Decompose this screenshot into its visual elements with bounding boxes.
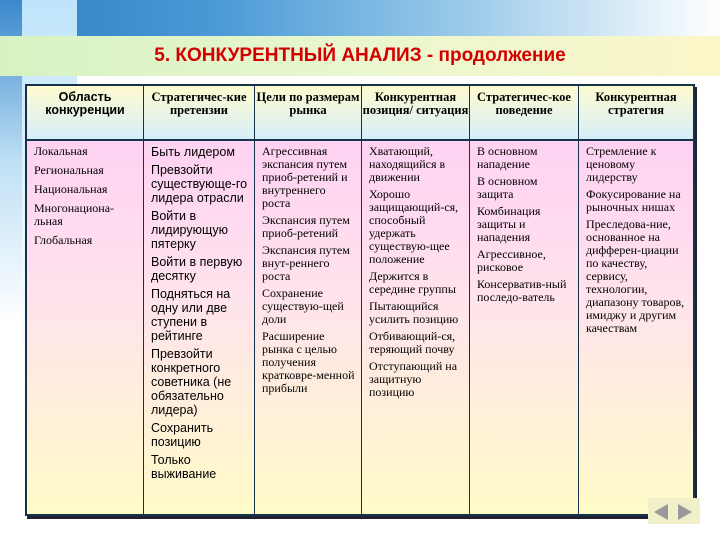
table-cell — [144, 139, 254, 481]
table-cell — [27, 139, 143, 247]
cell-item: Экспансия путем внут-реннего роста — [262, 243, 350, 283]
cell-item: Глобальная — [34, 233, 93, 247]
cell-item: Региональная — [34, 163, 104, 177]
column-header: Конкурентная позиция/ ситуация — [362, 90, 469, 117]
table-column — [144, 86, 255, 514]
table-cell — [579, 139, 693, 335]
cell-item: Сохранить позицию — [151, 421, 214, 449]
cell-item: Превзойти конкретного советника (не обязательно лидера) — [151, 347, 232, 417]
cell-item: Превзойти существующе-го лидера отрасли — [151, 163, 248, 205]
column-header: Стратегичес-кое поведение — [477, 90, 571, 117]
cell-item: Фокусирование на рыночных нишах — [586, 187, 681, 214]
cell-item: Быть лидером — [151, 145, 235, 159]
cell-item: Экспансия путем приоб-ретений — [262, 213, 350, 240]
table-cell — [362, 139, 469, 399]
cell-item: Комбинация защиты и нападения — [477, 204, 541, 244]
column-header: Конкурентная стратегия — [595, 90, 677, 117]
column-header: Область конкуренции — [45, 90, 125, 117]
column-header: Стратегичес-кие претензии — [151, 90, 247, 117]
cell-item: Хватающий, находящийся в движении — [369, 144, 446, 184]
table-column — [255, 86, 362, 514]
cell-item: Войти в первую десятку — [151, 255, 243, 283]
table-column — [470, 86, 579, 514]
cell-item: Расширение рынка с целью получения кратковре-менной прибыли — [262, 329, 355, 395]
cell-item: Многонациона-льная — [34, 201, 115, 228]
cell-item: Сохранение существую-щей доли — [262, 286, 344, 326]
arrow-left-icon[interactable] — [654, 504, 668, 520]
cell-item: Консерватив-ный последо-ватель — [477, 277, 567, 304]
table-column — [27, 86, 144, 514]
cell-item: Хорошо защищающий-ся, способный удержать существую-щее положение — [369, 187, 459, 266]
cell-item: Пытающийся усилить позицию — [369, 299, 459, 326]
arrow-right-icon[interactable] — [678, 504, 692, 520]
cell-item: Стремление к ценовому лидерству — [586, 144, 657, 184]
cell-item: Войти в лидирующую пятерку — [151, 209, 229, 251]
cell-item: В основном нападение — [477, 144, 538, 171]
cell-item: Держится в середине группы — [369, 269, 456, 296]
decor-strip — [0, 0, 22, 540]
cell-item: Подняться на одну или две ступени в рейтинге — [151, 287, 231, 343]
table-cell — [255, 139, 361, 395]
column-header: Цели по размерам рынка — [256, 90, 360, 117]
cell-item: Агрессивная экспансия путем приоб-ретений и внутреннего роста — [262, 144, 348, 210]
cell-item: В основном защита — [477, 174, 538, 201]
cell-item: Преследова-ние, основанное на дифферен-циации по качеству, сервису, технологии, диапазону товаров, имиджу и другим качествам — [586, 217, 685, 335]
competitive-analysis-table — [25, 84, 695, 516]
slide-title: 5. КОНКУРЕНТНЫЙ АНАЛИЗ - продолжение — [154, 45, 566, 66]
cell-item: Агрессивное, рисковое — [477, 247, 546, 274]
slide-navigation — [648, 498, 700, 524]
cell-item: Только выживание — [151, 453, 217, 481]
cell-item: Отступающий на защитную позицию — [369, 359, 458, 399]
table-cell — [470, 139, 578, 304]
cell-item: Национальная — [34, 182, 108, 196]
cell-item: Локальная — [34, 144, 88, 158]
table-column — [579, 86, 693, 514]
table-column — [362, 86, 470, 514]
cell-item: Отбивающий-ся, теряющий почву — [369, 329, 456, 356]
